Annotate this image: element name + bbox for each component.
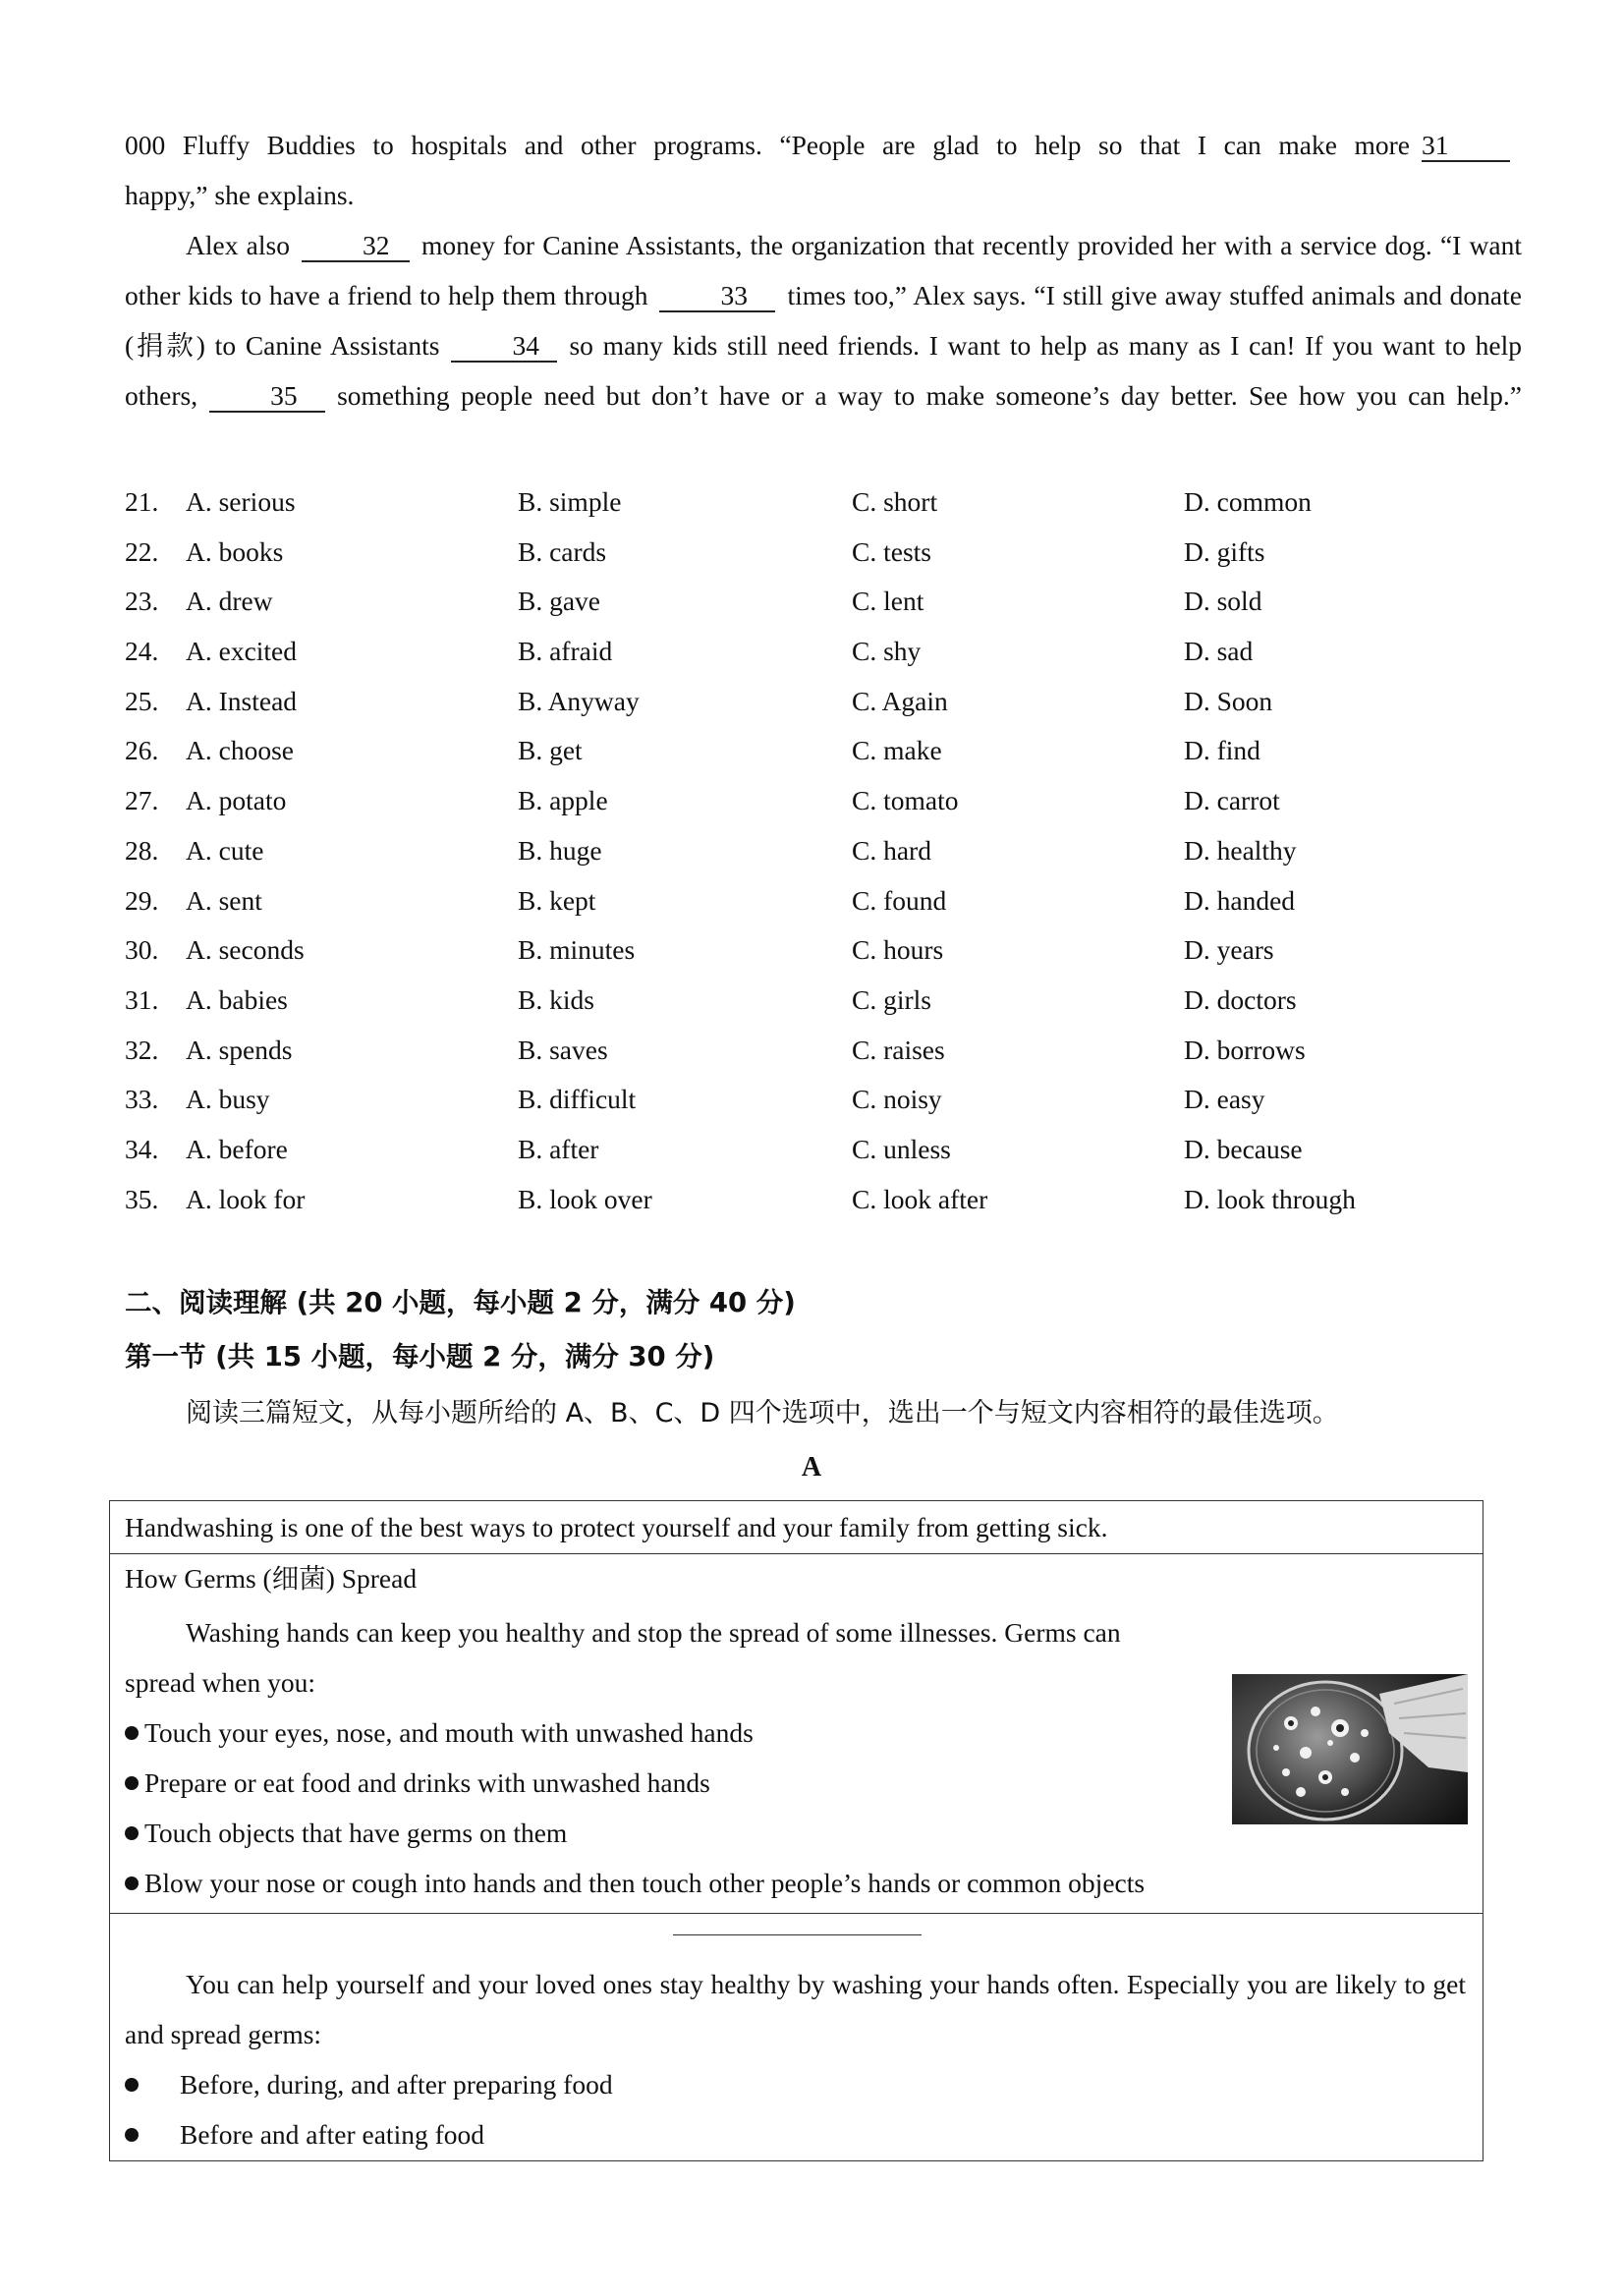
- bullet-icon: [125, 1876, 139, 1890]
- option-b: B. get: [518, 735, 583, 766]
- option-c: C. short: [852, 486, 938, 517]
- question-number: 35.: [125, 1183, 159, 1214]
- option-a: A. sent: [186, 884, 262, 916]
- option-d: D. borrows: [1184, 1034, 1306, 1065]
- question-number: 27.: [125, 785, 159, 816]
- part2-title: 二、阅读理解 (共 20 小题，每小题 2 分，满分 40 分): [125, 1287, 796, 1318]
- box-para-line2: spread when you:: [125, 1667, 315, 1698]
- question-row: [125, 1175, 1522, 1225]
- box-heading: How Germs (细菌) Spread: [125, 1563, 418, 1594]
- option-a: A. spends: [186, 1034, 293, 1065]
- option-a: A. look for: [186, 1183, 306, 1214]
- box-bullet-3: Touch objects that have germs on them: [125, 1808, 567, 1858]
- option-a: A. Instead: [186, 685, 298, 716]
- question-row: [125, 876, 1522, 926]
- passage-a-box: [109, 1500, 1483, 2161]
- question-row: [125, 477, 1522, 528]
- section1-title: 第一节 (共 15 小题，每小题 2 分，满分 30 分): [125, 1341, 715, 1372]
- question-number: 24.: [125, 636, 159, 667]
- instruction: 阅读三篇短文，从每小题所给的 A、B、C、D 四个选项中，选出一个与短文内容相符的最佳选项。: [186, 1398, 1339, 1428]
- question-number: 31.: [125, 983, 159, 1015]
- option-d: D. gifts: [1184, 535, 1265, 567]
- question-number: 22.: [125, 535, 159, 567]
- question-row: [125, 976, 1522, 1026]
- option-d: D. doctors: [1184, 983, 1297, 1015]
- question-row: [125, 776, 1522, 826]
- option-c: C. tests: [852, 535, 931, 567]
- question-number: 34.: [125, 1133, 159, 1164]
- blank-34: 34: [451, 331, 557, 363]
- option-b: B. simple: [518, 486, 622, 517]
- bullet-icon: [125, 1776, 139, 1790]
- option-c: C. tomato: [852, 785, 959, 816]
- option-a: A. serious: [186, 486, 296, 517]
- option-b: B. cards: [518, 535, 607, 567]
- option-c: C. shy: [852, 636, 922, 667]
- box-para-line1: Washing hands can keep you healthy and stop the spread of some illnesses. Germs can: [186, 1617, 1121, 1648]
- blank-32: 32: [302, 231, 410, 262]
- passage-line-1: 000 Fluffy Buddies to hospitals and other programs. “People are glad to help so that I can make more 31: [125, 120, 1522, 170]
- box2-bullet-2: Before and after eating food: [125, 2109, 484, 2159]
- box-para2: You can help yourself and your loved ones stay healthy by washing your hands often. Especially you are likely to get and spread germs:: [125, 1969, 1466, 2049]
- option-d: D. Soon: [1184, 685, 1273, 716]
- question-row: [125, 627, 1522, 677]
- option-d: D. carrot: [1184, 785, 1280, 816]
- question-number: 28.: [125, 834, 159, 866]
- option-a: A. before: [186, 1133, 288, 1164]
- passage-label: A: [801, 1452, 822, 1483]
- option-a: A. cute: [186, 834, 264, 866]
- question-row: [125, 1125, 1522, 1175]
- option-c: C. hard: [852, 834, 931, 866]
- passage-line-2: happy,” she explains.: [125, 180, 355, 210]
- option-a: A. choose: [186, 735, 294, 766]
- option-b: B. apple: [518, 785, 608, 816]
- question-number: 23.: [125, 586, 159, 617]
- option-a: A. babies: [186, 983, 288, 1015]
- question-number: 32.: [125, 1034, 159, 1065]
- option-a: A. excited: [186, 636, 298, 667]
- option-c: C. found: [852, 884, 947, 916]
- question-row: [125, 1075, 1522, 1125]
- option-b: B. difficult: [518, 1084, 637, 1115]
- option-d: D. sad: [1184, 636, 1254, 667]
- option-a: A. drew: [186, 586, 273, 617]
- option-a: A. seconds: [186, 934, 305, 966]
- question-row: [125, 1026, 1522, 1076]
- option-b: B. gave: [518, 586, 601, 617]
- option-c: C. unless: [852, 1133, 951, 1164]
- bullet-icon: [125, 2128, 139, 2142]
- option-b: B. huge: [518, 834, 602, 866]
- option-d: D. find: [1184, 735, 1260, 766]
- bullet-icon: [125, 1726, 139, 1740]
- option-a: A. busy: [186, 1084, 270, 1115]
- option-c: C. look after: [852, 1183, 988, 1214]
- petri-dish-icon: [1232, 1674, 1468, 1824]
- option-d: D. years: [1184, 934, 1274, 966]
- option-c: C. girls: [852, 983, 931, 1015]
- blank-35: 35: [209, 381, 325, 413]
- option-d: D. common: [1184, 486, 1312, 517]
- box-intro-row: [110, 1501, 1483, 1554]
- option-b: B. Anyway: [518, 685, 640, 716]
- question-number: 21.: [125, 486, 159, 517]
- options-list: [125, 477, 1522, 1224]
- option-a: A. potato: [186, 785, 287, 816]
- box-washing-row: [110, 1913, 1483, 2160]
- option-d: D. sold: [1184, 586, 1262, 617]
- option-c: C. hours: [852, 934, 944, 966]
- box-bullet-1: Touch your eyes, nose, and mouth with unwashed hands: [125, 1708, 754, 1758]
- box-germs-row: [110, 1553, 1483, 1914]
- question-number: 29.: [125, 884, 159, 916]
- petri-dish-image: [1232, 1674, 1468, 1824]
- question-number: 25.: [125, 685, 159, 716]
- option-b: B. kids: [518, 983, 594, 1015]
- bullet-icon: [125, 2078, 139, 2092]
- question-row: [125, 826, 1522, 876]
- box-heading-blank: [673, 1934, 922, 1935]
- option-b: B. saves: [518, 1034, 608, 1065]
- option-a: A. books: [186, 535, 284, 567]
- question-number: 33.: [125, 1084, 159, 1115]
- option-c: C. make: [852, 735, 942, 766]
- option-b: B. afraid: [518, 636, 613, 667]
- option-b: B. kept: [518, 884, 596, 916]
- passage-paragraph-2: Alex also 32 money for Canine Assistants, the organization that recently provided her with a service dog. “I want other kids to have a friend to help them through 33 times too,” Alex says. “I still give away stuffed animals and donate (捐款) to Canine Assistants 34 so many kids still need friends. I want to help as many as I can! If you want to help others, 35 something people need but don’t have or a way to make someone’s day better. See how you can help.”: [125, 230, 1522, 411]
- question-row: [125, 925, 1522, 976]
- option-c: C. Again: [852, 685, 948, 716]
- option-d: D. easy: [1184, 1084, 1265, 1115]
- question-number: 30.: [125, 934, 159, 966]
- question-row: [125, 726, 1522, 776]
- box-bullet-4: Blow your nose or cough into hands and then touch other people’s hands or common objects: [125, 1858, 1145, 1908]
- question-number: 26.: [125, 735, 159, 766]
- option-d: D. handed: [1184, 884, 1296, 916]
- option-c: C. lent: [852, 586, 924, 617]
- blank-31: 31: [1422, 131, 1510, 162]
- option-d: D. because: [1184, 1133, 1303, 1164]
- option-c: C. raises: [852, 1034, 945, 1065]
- option-b: B. look over: [518, 1183, 652, 1214]
- option-d: D. look through: [1184, 1183, 1356, 1214]
- question-row: [125, 677, 1522, 727]
- bullet-icon: [125, 1826, 139, 1840]
- box-bullet-2: Prepare or eat food and drinks with unwashed hands: [125, 1758, 710, 1808]
- question-row: [125, 528, 1522, 578]
- box2-bullet-1: Before, during, and after preparing food: [125, 2059, 613, 2109]
- option-c: C. noisy: [852, 1084, 942, 1115]
- option-b: B. after: [518, 1133, 599, 1164]
- box-intro: Handwashing is one of the best ways to protect yourself and your family from getting sick.: [125, 1512, 1108, 1542]
- option-b: B. minutes: [518, 934, 636, 966]
- question-row: [125, 577, 1522, 627]
- blank-33: 33: [659, 281, 775, 312]
- option-d: D. healthy: [1184, 834, 1297, 866]
